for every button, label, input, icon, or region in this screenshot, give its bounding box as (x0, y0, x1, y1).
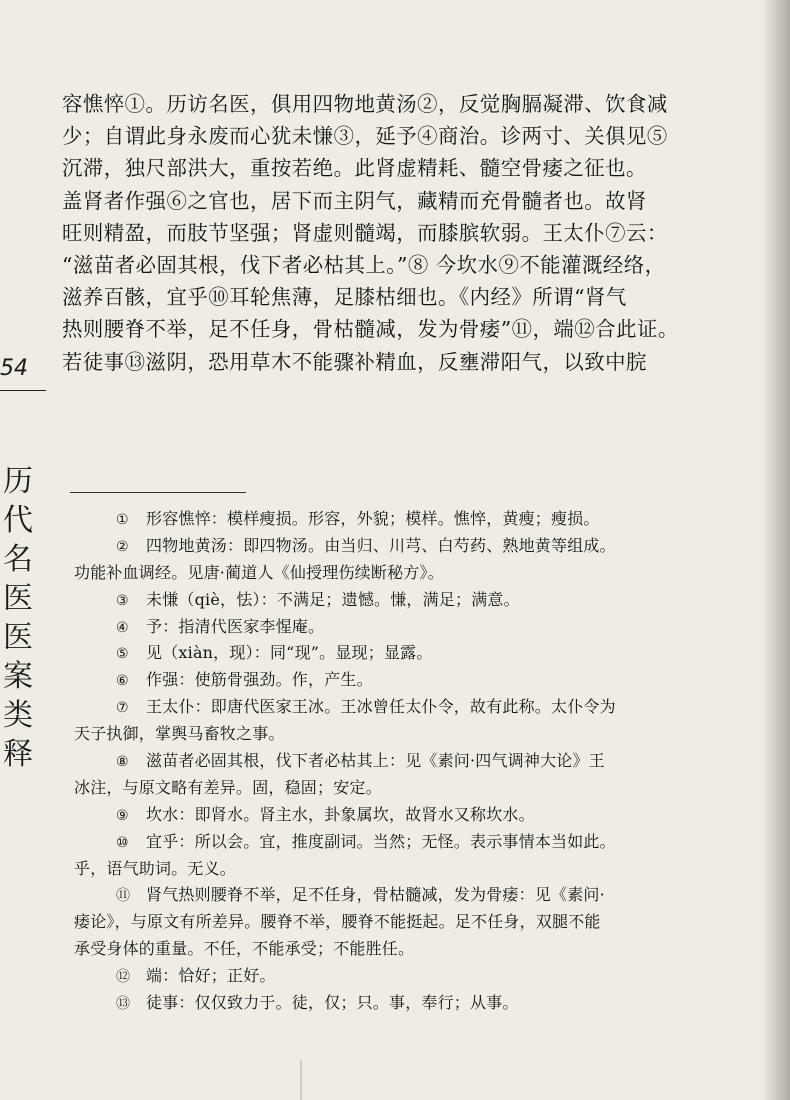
footnote-text: 王太仆：即唐代医家王冰。王冰曾任太仆令，故有此称。太仆令为 (146, 697, 616, 717)
footnote-number: ⑦ (116, 700, 129, 717)
footnote-line (62, 802, 784, 829)
footnote-number: ⑩ (116, 834, 129, 851)
footnote-line: 痿论》，与原文有所差异。腰脊不举，腰脊不能挺起。足不任身，双腿不能 (74, 912, 601, 932)
footnote-number: ⑤ (116, 646, 129, 663)
body-line: 热则腰脊不举，足不任身，骨枯髓减，发为骨痿”⑪，端⑫合此证。 (62, 317, 679, 342)
footnote-line (62, 506, 784, 533)
footnote-line (62, 533, 784, 560)
running-title-char: 医 (3, 581, 33, 616)
footnote-line (62, 829, 784, 856)
footnote-line (62, 614, 784, 641)
running-title-char: 医 (3, 620, 33, 655)
body-line: “滋苗者必固其根，伐下者必枯其上。”⑧ 今坎水⑨不能灌溉经络， (62, 252, 666, 277)
footnote-line (62, 640, 784, 667)
footnote-line (62, 587, 784, 614)
footnote-line: 乎，语气助词。无义。 (74, 858, 237, 878)
body-line: 滋养百骸，宜乎⑩耳轮焦薄，足膝枯细也。《内经》所谓“肾气 (62, 285, 627, 310)
footnote-separator (70, 492, 246, 493)
body-line: 沉滞，独尺部洪大，重按若绝。此肾虚精耗、髓空骨痿之征也。 (62, 156, 647, 181)
footnote-line: 承受身体的重量。不任，不能承受；不能胜任。 (74, 939, 415, 959)
footnote-text: 肾气热则腰脊不举，足不任身，骨枯髓减，发为骨痿：见《素问· (146, 885, 605, 905)
footnote-text: 坎水：即肾水。肾主水，卦象属坎，故肾水又称坎水。 (146, 804, 535, 824)
binding-gutter (300, 1060, 302, 1100)
footnote-number: ③ (116, 592, 129, 609)
footnote-text: 徒事：仅仅致力于。徒，仅；只。事，奉行；从事。 (146, 993, 519, 1013)
footnote-line: 天子执御，掌舆马畜牧之事。 (74, 724, 285, 744)
running-title-char: 案 (3, 659, 33, 694)
running-title-char: 类 (3, 698, 33, 733)
footnote-line (62, 748, 784, 775)
footnote-number: ⑥ (116, 673, 129, 690)
body-line: 盖肾者作强⑥之官也，居下而主阴气，藏精而充骨髓者也。故肾 (62, 188, 647, 213)
body-line: 若徒事⑬滋阴，恐用草木不能骤补精血，反壅滞阳气，以致中脘 (62, 349, 647, 374)
running-title-char: 名 (3, 542, 33, 577)
running-title-char: 释 (3, 737, 33, 772)
footnote-number: ⑨ (116, 807, 129, 824)
footnote-number: ① (116, 512, 129, 528)
footnote-line: 功能补血调经。见唐·蔺道人《仙授理伤续断秘方》。 (74, 562, 444, 582)
footnote-text: 未慊（qiè，怯）：不满足；遗憾。慊，满足；满意。 (146, 589, 520, 609)
footnote-number: ⑫ (116, 969, 131, 986)
footnote-text: 作强：使筋骨强劲。作，产生。 (146, 670, 373, 690)
running-title-char: 代 (3, 503, 33, 538)
page-number: 54 (0, 356, 28, 381)
footnote-number: ⑬ (116, 996, 131, 1013)
footnote-number: ④ (116, 619, 129, 636)
footnote-text: 见（xiàn，现）：同“现”。显现；显露。 (146, 643, 433, 663)
footnote-number: ② (116, 538, 129, 555)
footnote-text: 端：恰好；正好。 (146, 966, 276, 986)
running-title (2, 462, 34, 774)
running-title-char: 历 (3, 464, 33, 499)
footnote-line (62, 667, 784, 694)
footnote-number: ⑪ (116, 888, 131, 905)
footnotes (62, 506, 784, 1017)
footnote-line (62, 990, 784, 1017)
footnote-line (62, 963, 784, 990)
footnote-text: 宜乎：所以会。宜，推度副词。当然；无怪。表示事情本当如此。 (146, 831, 616, 851)
footnote-text: 形容憔悴：模样瘦损。形容，外貌；模样。憔悴，黄瘦；瘦损。 (146, 509, 600, 528)
footnote-text: 予：指清代医家李惺庵。 (146, 616, 325, 636)
footnote-line: 冰注，与原文略有差异。固，稳固；安定。 (74, 777, 382, 797)
margin-rule (0, 390, 46, 391)
body-line: 旺则精盈，而肢节坚强；肾虚则髓竭，而膝膑软弱。王太仆⑦云： (62, 220, 668, 245)
footnote-line (62, 694, 784, 721)
main-body-text (62, 88, 768, 378)
footnote-text: 滋苗者必固其根，伐下者必枯其上：见《素问·四气调神大论》王 (146, 751, 605, 771)
footnote-number: ⑧ (116, 754, 129, 771)
body-line: 少；自谓此身永废而心犹未慊③，延予④商治。诊两寸、关俱见⑤ (62, 124, 668, 149)
footnote-line (62, 882, 784, 909)
body-line: 容憔悴①。历访名医，俱用四物地黄汤②，反觉胸膈凝滞、饮食减 (62, 92, 668, 116)
footnote-text: 四物地黄汤：即四物汤。由当归、川芎、白芍药、熟地黄等组成。 (146, 535, 616, 555)
